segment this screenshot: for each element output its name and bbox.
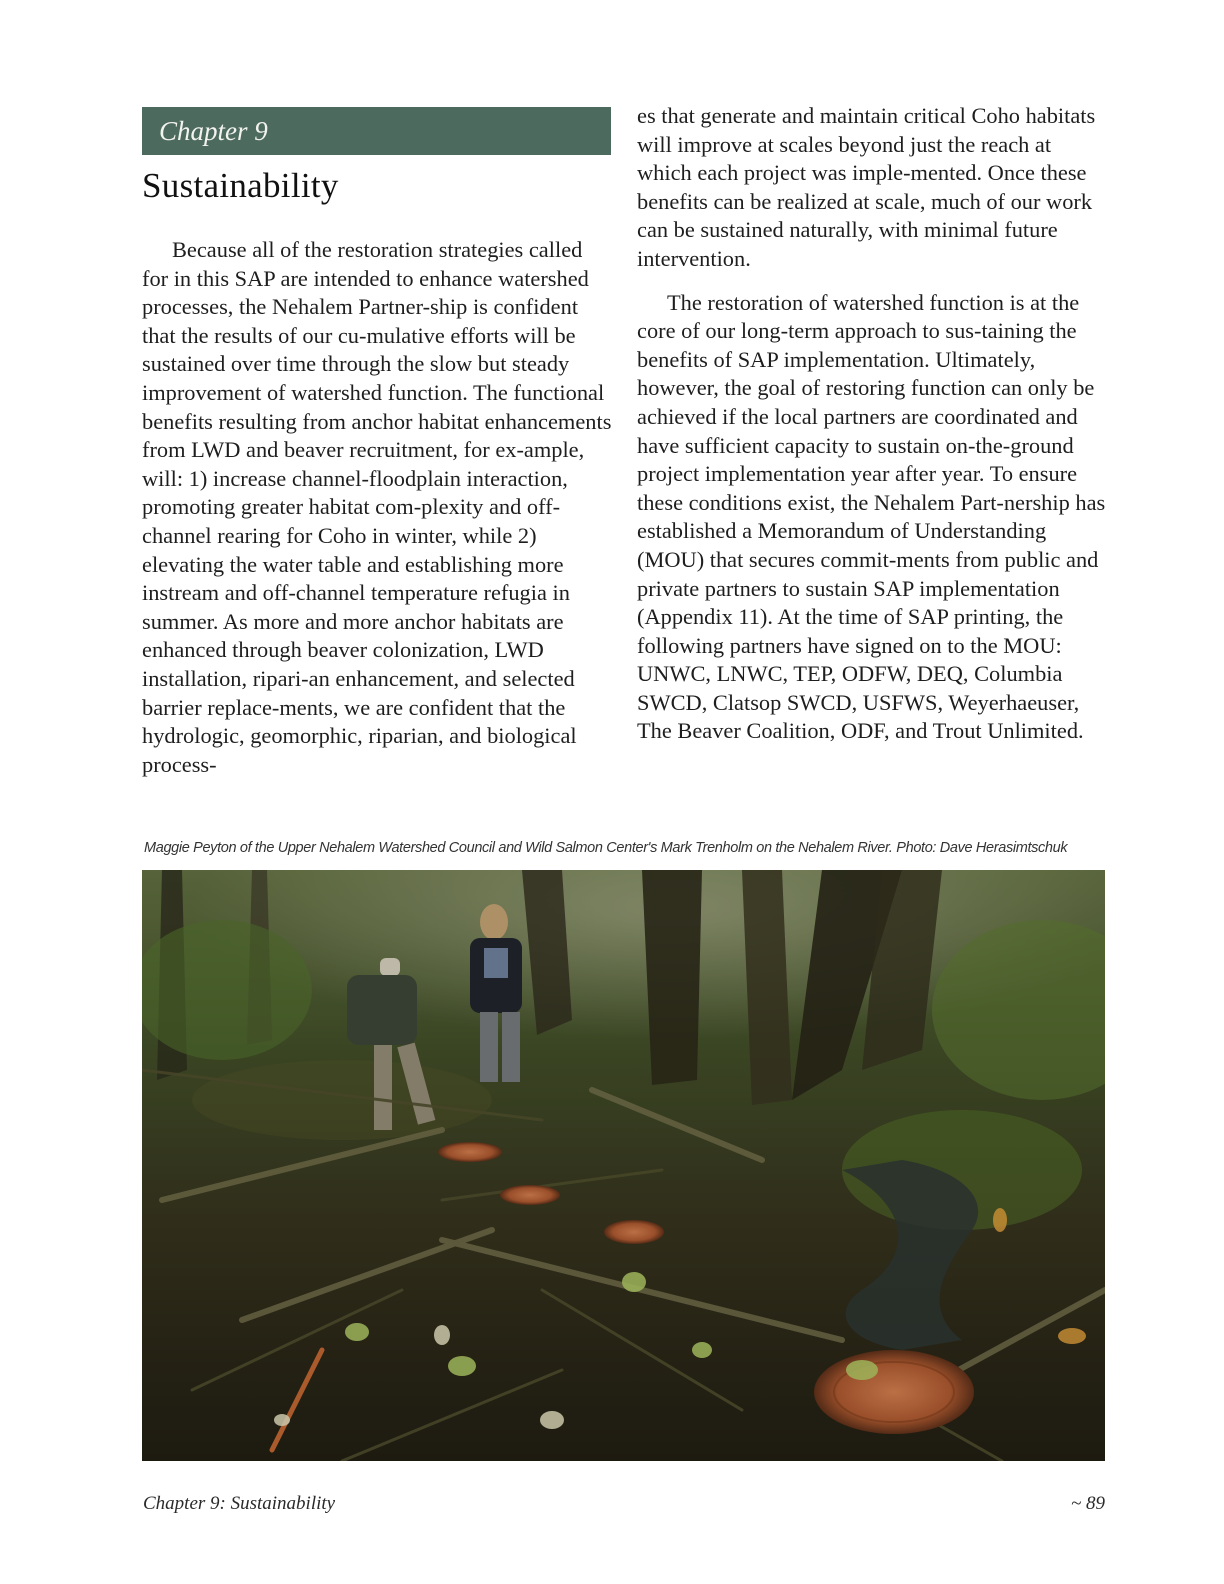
left-column — [142, 236, 612, 779]
chapter-banner — [142, 107, 611, 155]
running-footer-title: Chapter 9: Sustainability — [143, 1493, 336, 1514]
page-title: Sustainability — [142, 166, 339, 205]
page-number: ~ 89 — [1070, 1493, 1105, 1514]
body-paragraph: The restoration of watershed function is at the core of our long-term approach to sus-taining the benefits of SAP implementation. Ultimately, however, the goal of restoring function can only be achieved if the local partners are coordinated and have sufficient capacity to sustain on-the-ground project implementation year after year. To ensure these conditions exist, the Nehalem Part-nership has established a Memorandum of Understanding (MOU) that secures commit-ments from public and private partners to sustain SAP implementation (Appendix 11). At the time of SAP printing, the following partners have signed on to the MOU: UNWC, LNWC, TEP, ODFW, DEQ, Columbia SWCD, Clatsop SWCD, USFWS, Weyerhaeuser, The Beaver Coalition, ODF, and Trout Unlimited. — [637, 289, 1106, 744]
body-paragraph: Because all of the restoration strategies called for in this SAP are intended to enhance watershed processes, the Nehalem Partner-ship is confident that the results of our cu-mulative efforts will be sustained over time through the slow but steady improvement of watershed function. The functional benefits resulting from anchor habitat enhancements from LWD and beaver recruitment, for ex-ample, will: 1) increase channel-floodplain interaction, promoting greater habitat com-plexity and off-channel rearing for Coho in winter, while 2) elevating the water table and establishing more instream and off-channel temperature refugia in summer. As more and more anchor habitats are enhanced through beaver colonization, LWD installation, ripari-an enhancement, and selected barrier replace-ments, we are confident that the hydrologic, geomorphic, riparian, and biological process- — [142, 237, 612, 777]
right-column — [637, 102, 1107, 746]
chapter-label: Chapter 9 — [159, 116, 268, 146]
body-paragraph-continued: es that generate and maintain critical Coho habitats will improve at scales beyond just the reach at which each project was imple-mented. Once these benefits can be realized at scale, much of our work can be sustained naturally, with minimal future intervention. — [637, 103, 1096, 271]
photo-caption: Maggie Peyton of the Upper Nehalem Watershed Council and Wild Salmon Center's Mark Trenholm on the Nehalem River. Photo: Dave Herasimtschuk — [144, 840, 1068, 856]
forest-photo — [142, 870, 1105, 1461]
